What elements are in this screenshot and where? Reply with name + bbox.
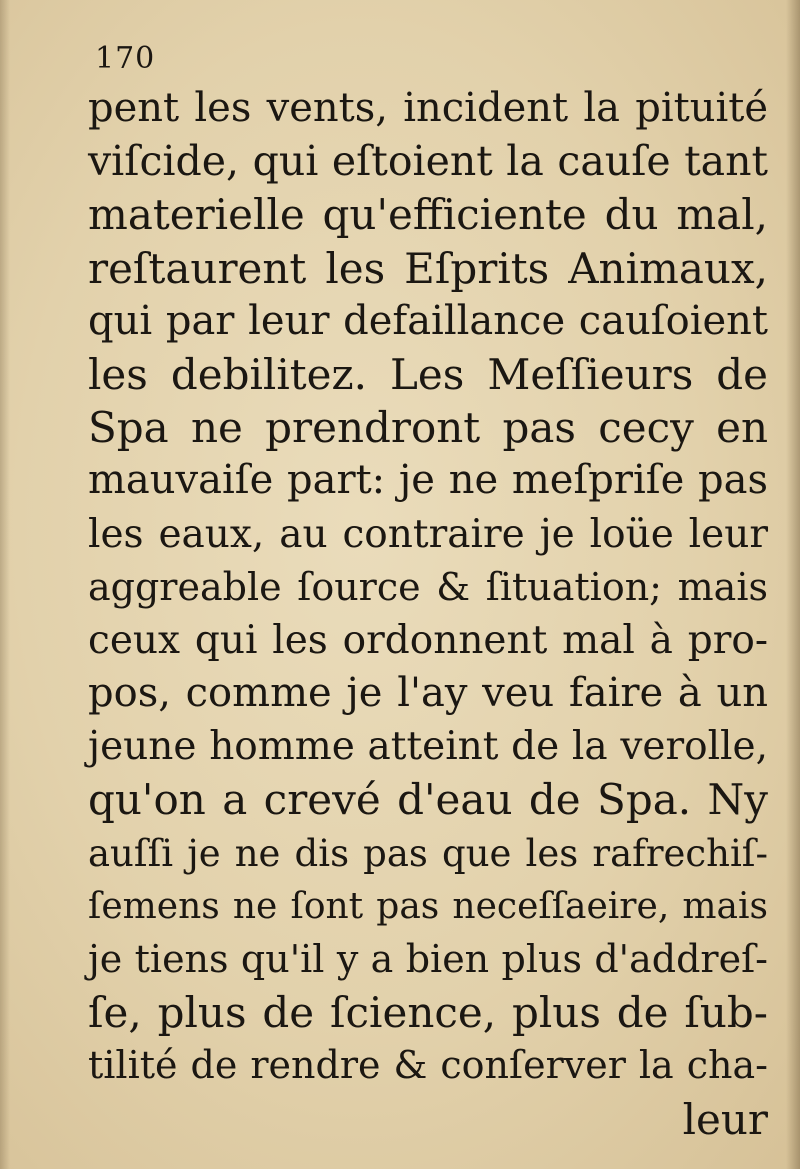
text-line: pent les vents, incident la pituité bbox=[88, 85, 768, 131]
text-line: qu'on a crevé d'eau de Spa. Ny bbox=[88, 775, 768, 825]
text-line: qui par leur defaillance cauſoient bbox=[88, 297, 768, 344]
text-line: reſtaurent les Eſprits Animaux, bbox=[88, 243, 768, 293]
text-line: ſemens ne ſont pas neceſſaeire, mais bbox=[88, 885, 768, 927]
text-line: Spa ne prendront pas cecy en bbox=[88, 403, 768, 453]
page-number: 170 bbox=[95, 41, 156, 76]
text-line: je tiens qu'il y a bien plus d'addreſ- bbox=[88, 937, 768, 981]
text-line: les debilitez. Les Meſſieurs de bbox=[88, 349, 768, 399]
text-line: viſcide, qui eſtoient la cauſe tant bbox=[88, 137, 768, 186]
text-line: jeune homme atteint de la verolle, bbox=[88, 724, 768, 770]
catchword: leur bbox=[682, 1094, 768, 1144]
text-line: tilité de rendre & conſerver la cha- bbox=[88, 1043, 768, 1088]
text-line: materielle qu'efficiente du mal, bbox=[88, 190, 768, 240]
page-shadow-right bbox=[786, 0, 800, 1169]
text-line: ceux qui les ordonnent mal à pro- bbox=[88, 617, 768, 663]
text-line: aggreable ſource & ſituation; mais bbox=[88, 564, 768, 609]
body-text bbox=[88, 82, 768, 1146]
text-line: ſe, plus de ſcience, plus de ſub- bbox=[88, 988, 768, 1038]
text-line: les eaux, au contraire je loüe leur bbox=[88, 511, 768, 557]
text-line: pos, comme je l'ay veu faire à un bbox=[88, 670, 768, 717]
text-line: auſſi je ne dis pas que les rafrechiſ- bbox=[88, 831, 768, 875]
page-shadow-left bbox=[0, 0, 10, 1169]
text-line: mauvaiſe part: je ne meſpriſe pas bbox=[88, 457, 768, 504]
